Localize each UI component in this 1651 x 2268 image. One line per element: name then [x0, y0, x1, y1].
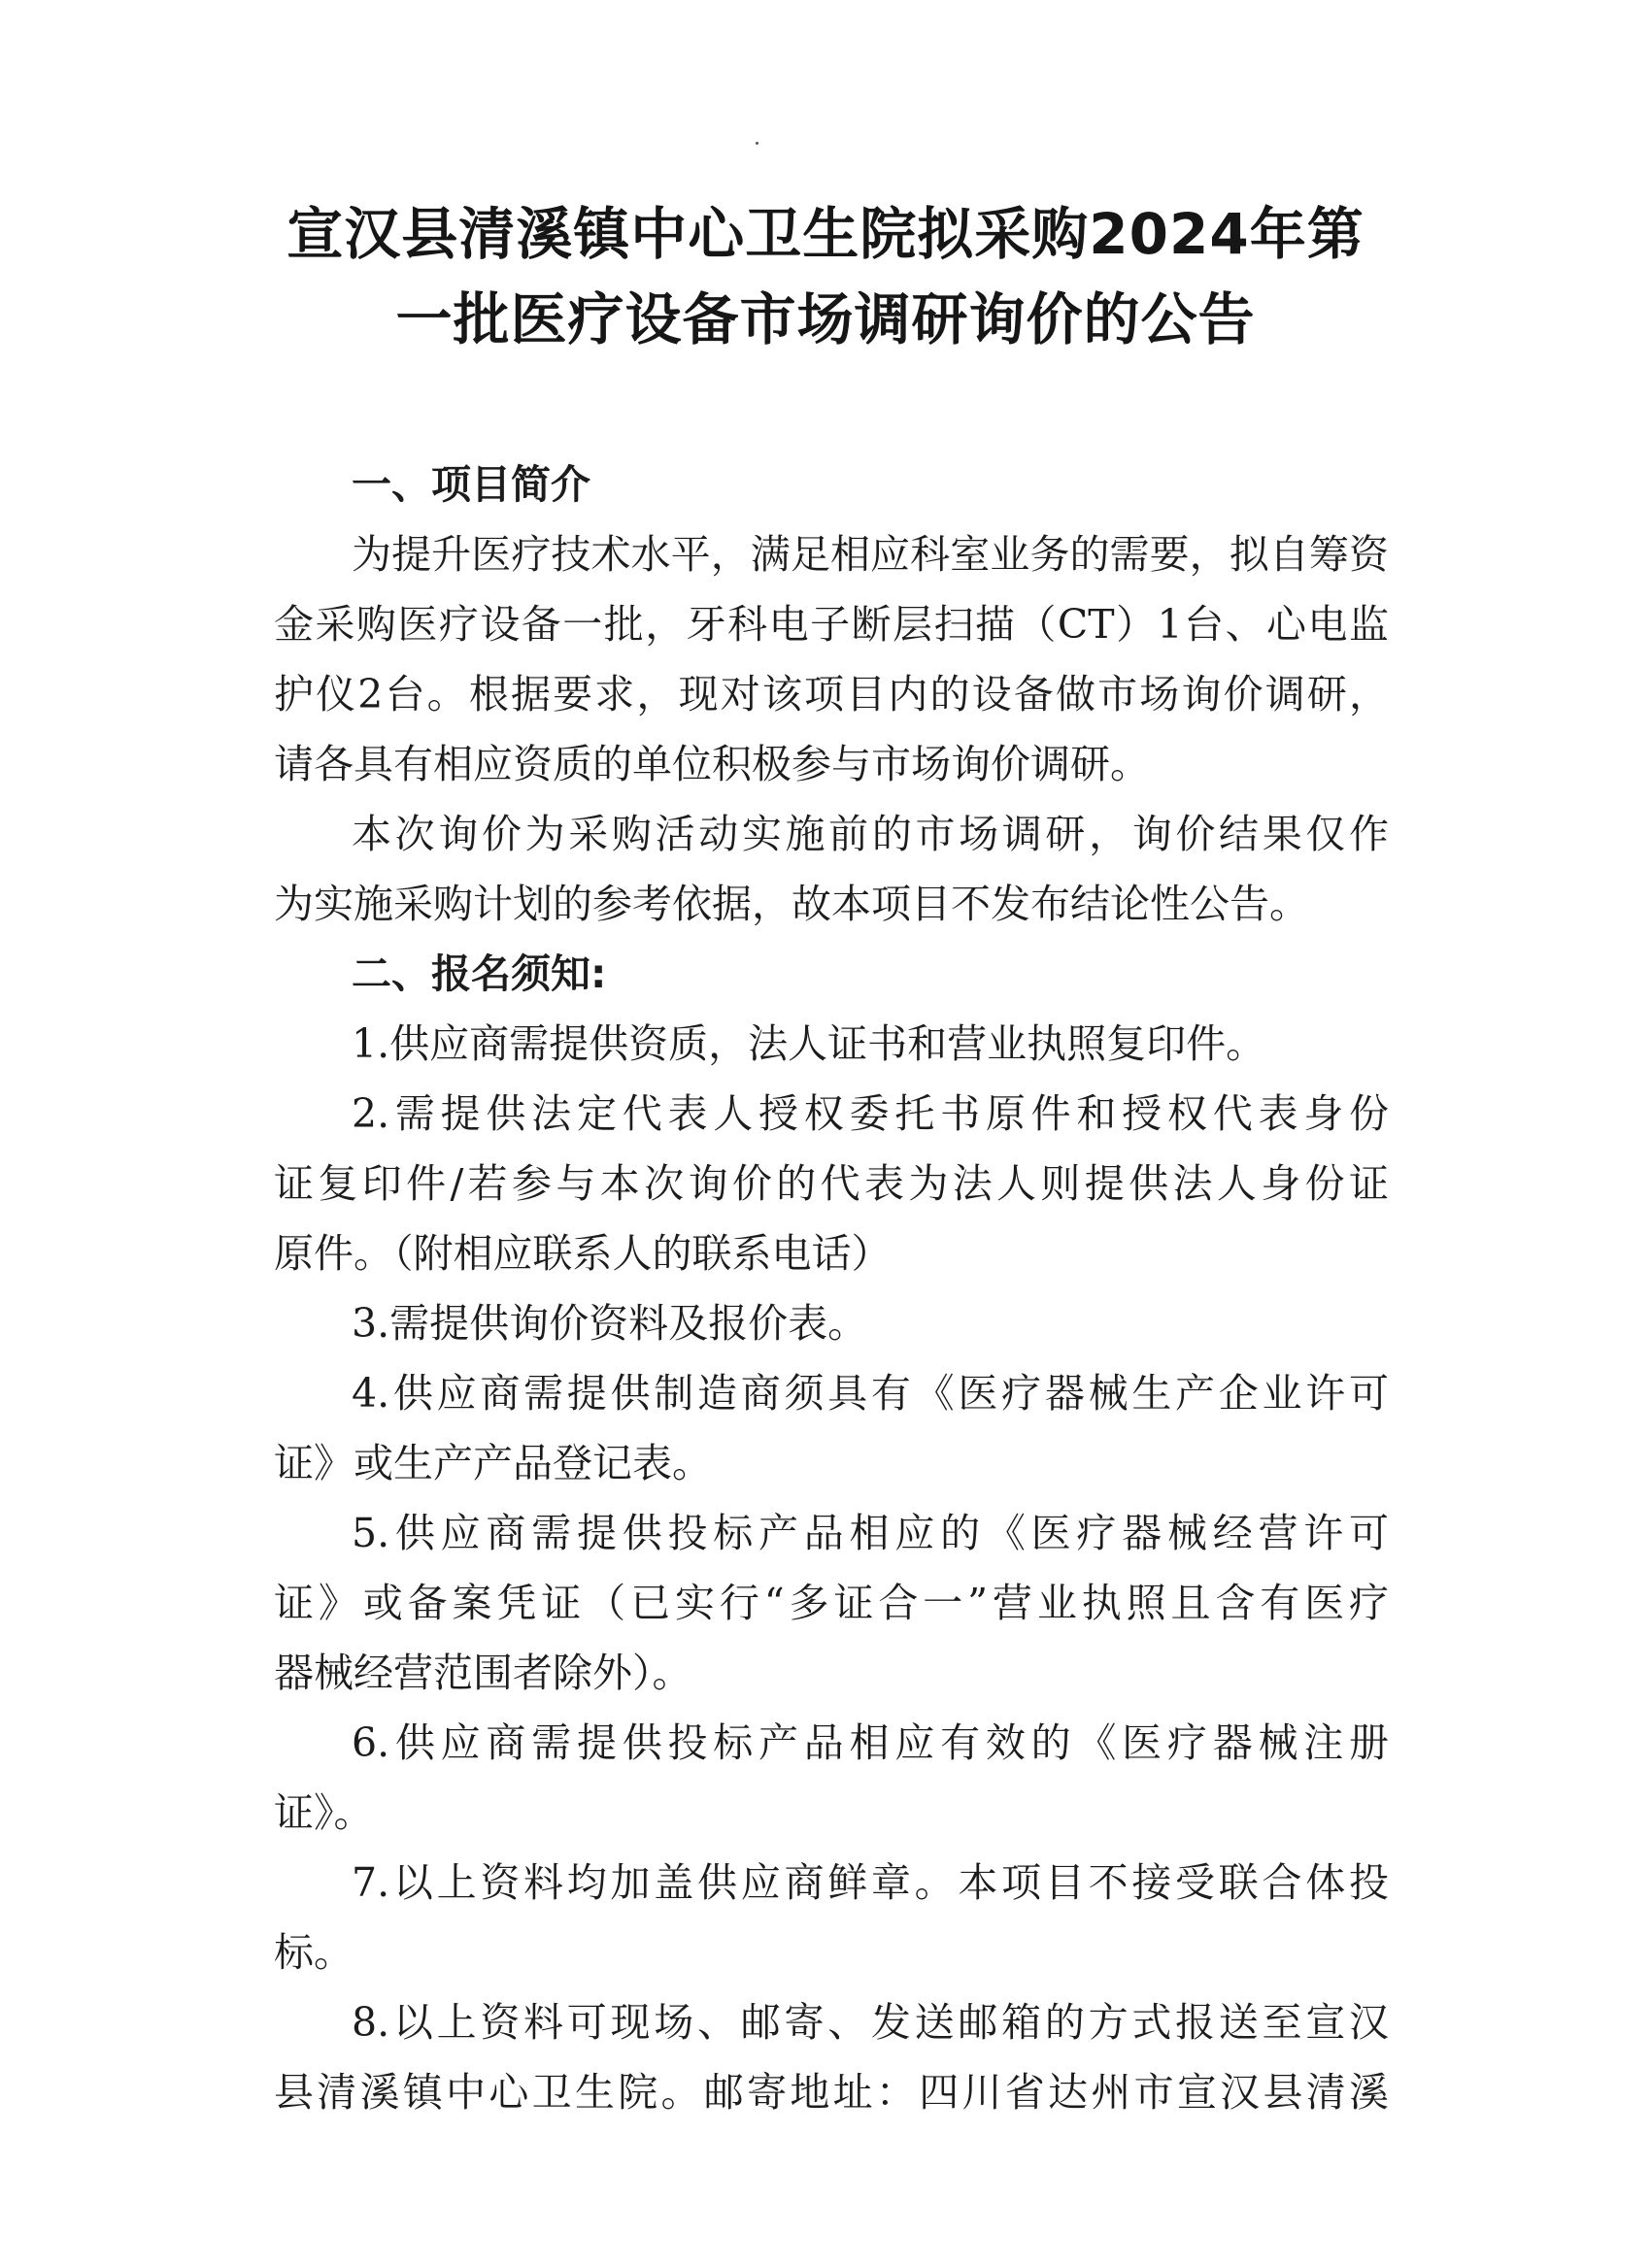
page-title-line-1: 宣汉县清溪镇中心卫生院拟采购2024年第: [286, 201, 1365, 267]
section-2-heading: 二、报名须知:: [352, 951, 607, 997]
paragraph-line: 金采购医疗设备一批，牙科电子断层扫描（CT）1台、心电监: [274, 601, 1389, 648]
paragraph-line: 护仪2台。根据要求，现对该项目内的设备做市场询价调研，: [274, 671, 1389, 717]
list-item: 4.供应商需提供制造商须具有《医疗器械生产企业许可: [352, 1370, 1389, 1417]
list-item-continuation: 器械经营范围者除外）。: [274, 1650, 692, 1696]
list-item-continuation: 证》或生产产品登记表。: [274, 1440, 712, 1486]
paragraph-line: 为提升医疗技术水平，满足相应科室业务的需要，拟自筹资: [352, 531, 1389, 578]
paragraph-line: 本次询价为采购活动实施前的市场调研，询价结果仅作: [352, 811, 1389, 857]
list-item: 7.以上资料均加盖供应商鲜章。本项目不接受联合体投: [352, 1859, 1389, 1906]
list-item: 5.供应商需提供投标产品相应的《医疗器械经营许可: [352, 1510, 1389, 1556]
list-item-continuation: 县清溪镇中心卫生院。邮寄地址：四川省达州市宣汉县清溪: [274, 2069, 1389, 2116]
list-item: 8.以上资料可现场、邮寄、发送邮箱的方式报送至宣汉: [352, 1999, 1389, 2046]
list-item: 2.需提供法定代表人授权委托书原件和授权代表身份: [352, 1090, 1389, 1137]
section-1-heading: 一、项目简介: [352, 461, 590, 508]
scan-speck: [756, 142, 758, 145]
page-title-line-2: 一批医疗设备市场调研询价的公告: [395, 286, 1256, 352]
paragraph-line: 请各具有相应资质的单位积极参与市场询价调研。: [274, 741, 1150, 787]
list-item: 1.供应商需提供资质，法人证书和营业执照复印件。: [352, 1020, 1266, 1067]
list-item: 6.供应商需提供投标产品相应有效的《医疗器械注册: [352, 1719, 1389, 1766]
list-item-continuation: 证复印件/若参与本次询价的代表为法人则提供法人身份证: [274, 1160, 1389, 1207]
list-item-continuation: 标。: [274, 1929, 354, 1976]
list-item-continuation: 证》或备案凭证（已实行“多证合一”营业执照且含有医疗: [274, 1580, 1389, 1626]
list-item-continuation: 原件。（附相应联系人的联系电话）: [274, 1230, 892, 1277]
list-item: 3.需提供询价资料及报价表。: [352, 1300, 868, 1347]
paragraph-line: 为实施采购计划的参考依据，故本项目不发布结论性公告。: [274, 881, 1309, 927]
list-item-continuation: 证》。: [274, 1789, 374, 1836]
